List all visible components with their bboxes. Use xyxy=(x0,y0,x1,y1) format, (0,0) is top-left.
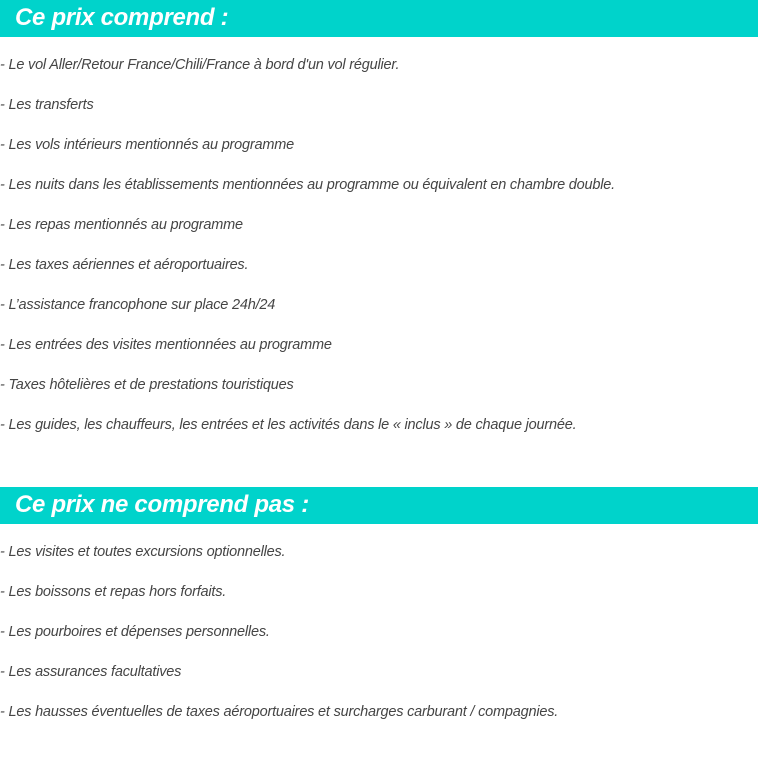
included-section-header xyxy=(0,0,758,37)
excluded-item: - Les pourboires et dépenses personnelles. xyxy=(0,624,270,640)
excluded-item: - Les visites et toutes excursions optionnelles. xyxy=(0,544,286,560)
included-item: - Les transferts xyxy=(0,97,94,113)
excluded-item: - Les boissons et repas hors forfaits. xyxy=(0,584,227,600)
excluded-items-list xyxy=(0,542,558,742)
included-item: - L’assistance francophone sur place 24h/24 xyxy=(0,297,276,313)
included-section-title: Ce prix comprend : xyxy=(15,4,229,31)
excluded-section-title: Ce prix ne comprend pas : xyxy=(15,491,309,518)
included-item: - Les guides, les chauffeurs, les entrées et les activités dans le « inclus » de chaque journée. xyxy=(0,417,577,433)
excluded-section-header xyxy=(0,487,758,524)
excluded-item: - Les hausses éventuelles de taxes aéroportuaires et surcharges carburant / compagnies. xyxy=(0,704,559,720)
included-item: - Les entrées des visites mentionnées au programme xyxy=(0,337,332,353)
included-item: - Les vols intérieurs mentionnés au programme xyxy=(0,137,295,153)
included-item: - Les repas mentionnés au programme xyxy=(0,217,243,233)
excluded-item: - Les assurances facultatives xyxy=(0,664,182,680)
included-item: - Les taxes aériennes et aéroportuaires. xyxy=(0,257,249,273)
included-item: - Taxes hôtelières et de prestations touristiques xyxy=(0,377,294,393)
included-item: - Le vol Aller/Retour France/Chili/France à bord d'un vol régulier. xyxy=(0,57,400,73)
included-items-list xyxy=(0,55,615,455)
included-item: - Les nuits dans les établissements mentionnées au programme ou équivalent en chambre double. xyxy=(0,177,615,193)
